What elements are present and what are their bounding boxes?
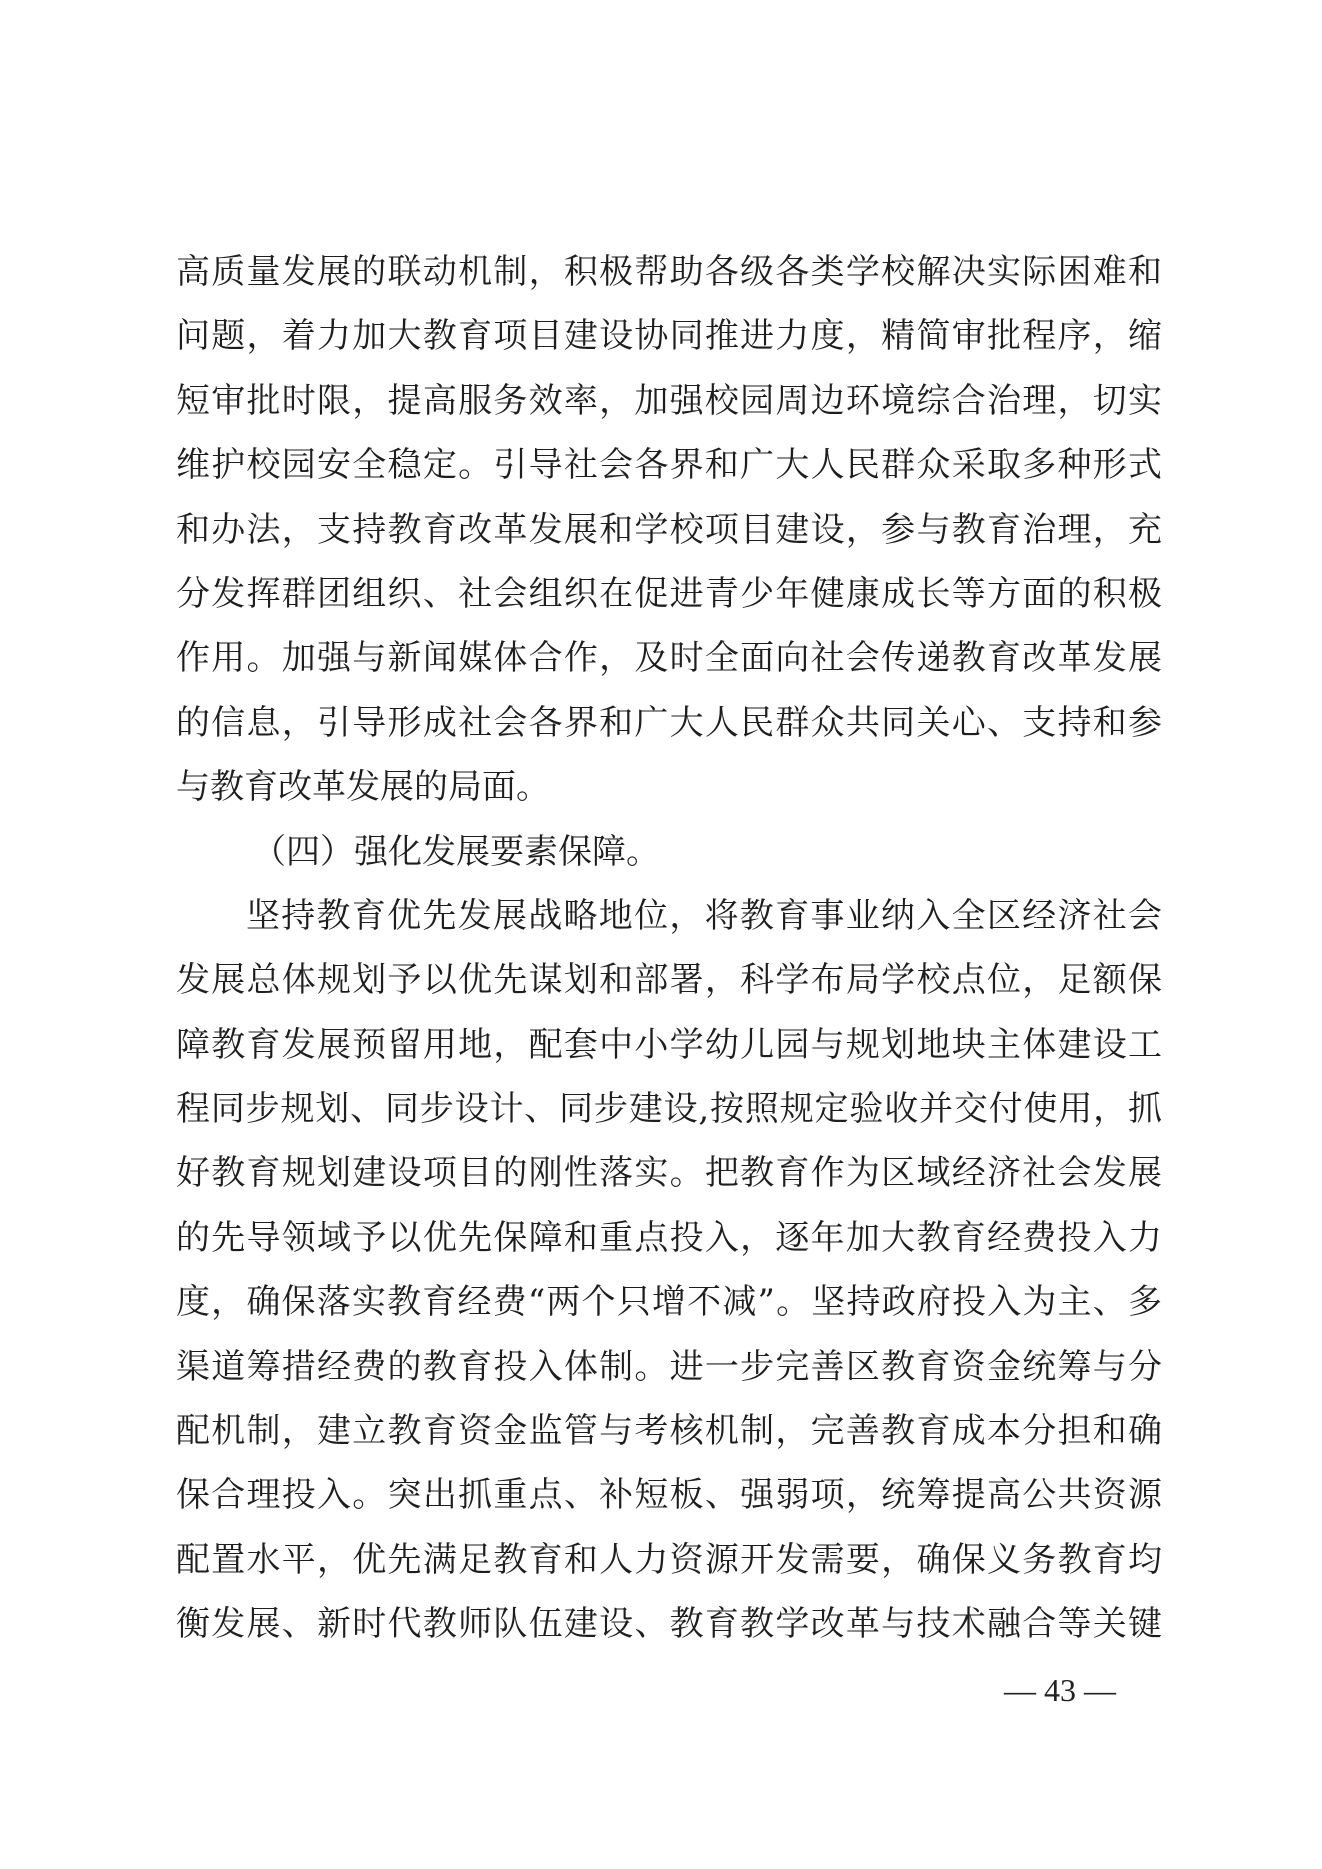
- text-line: 高质量发展的联动机制，积极帮助各级各类学校解决实际困难和: [176, 252, 1162, 292]
- text-line: 好教育规划建设项目的刚性落实。把教育作为区域经济社会发展: [176, 1153, 1162, 1194]
- paragraph-coordination: [176, 240, 1162, 820]
- text-line: 问题，着力加大教育项目建设协同推进力度，精简审批程序，缩: [176, 316, 1162, 357]
- text-line: 保合理投入。突出抓重点、补短板、强弱项，统筹提高公共资源: [176, 1475, 1162, 1516]
- text-line: 的信息，引导形成社会各界和广大人民群众共同关心、支持和参: [176, 702, 1162, 743]
- section-heading-text: （四）强化发展要素保障。: [252, 831, 660, 872]
- text-line: 坚持教育优先发展战略地位，将教育事业纳入全区经济社会: [246, 895, 1162, 936]
- paragraph-resource-guarantee: [176, 884, 1162, 1657]
- page-number: — 43 —: [1004, 1672, 1116, 1708]
- text-line: 程同步规划、同步设计、同步建设,按照规定验收并交付使用，抓: [176, 1089, 1162, 1130]
- text-line: 的先导领域予以优先保障和重点投入，逐年加大教育经费投入力: [176, 1217, 1162, 1258]
- text-line: 渠道筹措经费的教育投入体制。进一步完善区教育资金统筹与分: [176, 1346, 1162, 1387]
- section-heading: [176, 820, 1162, 884]
- text-line: 作用。加强与新闻媒体合作，及时全面向社会传递教育改革发展: [176, 638, 1162, 679]
- text-line: 和办法，支持教育改革发展和学校项目建设，参与教育治理，充: [176, 509, 1162, 550]
- text-line: 发展总体规划予以优先谋划和部署，科学布局学校点位，足额保: [176, 960, 1162, 1001]
- text-line: 短审批时限，提高服务效率，加强校园周边环境综合治理，切实: [176, 380, 1162, 421]
- text-line: 分发挥群团组织、社会组织在促进青少年健康成长等方面的积极: [176, 573, 1162, 614]
- text-line: 配机制，建立教育资金监管与考核机制，完善教育成本分担和确: [176, 1411, 1162, 1452]
- text-line: 度，确保落实教育经费“两个只增不减”。坚持政府投入为主、多: [176, 1282, 1162, 1323]
- text-line: 维护校园安全稳定。引导社会各界和广大人民群众采取多种形式: [176, 445, 1162, 486]
- body-text: [176, 240, 1162, 1657]
- text-line: 与教育改革发展的局面。: [176, 767, 550, 808]
- text-line: 障教育发展预留用地，配套中小学幼儿园与规划地块主体建设工: [176, 1024, 1162, 1065]
- text-line: 衡发展、新时代教师队伍建设、教育教学改革与技术融合等关键: [176, 1604, 1162, 1645]
- text-line: 配置水平，优先满足教育和人力资源开发需要，确保义务教育均: [176, 1539, 1162, 1580]
